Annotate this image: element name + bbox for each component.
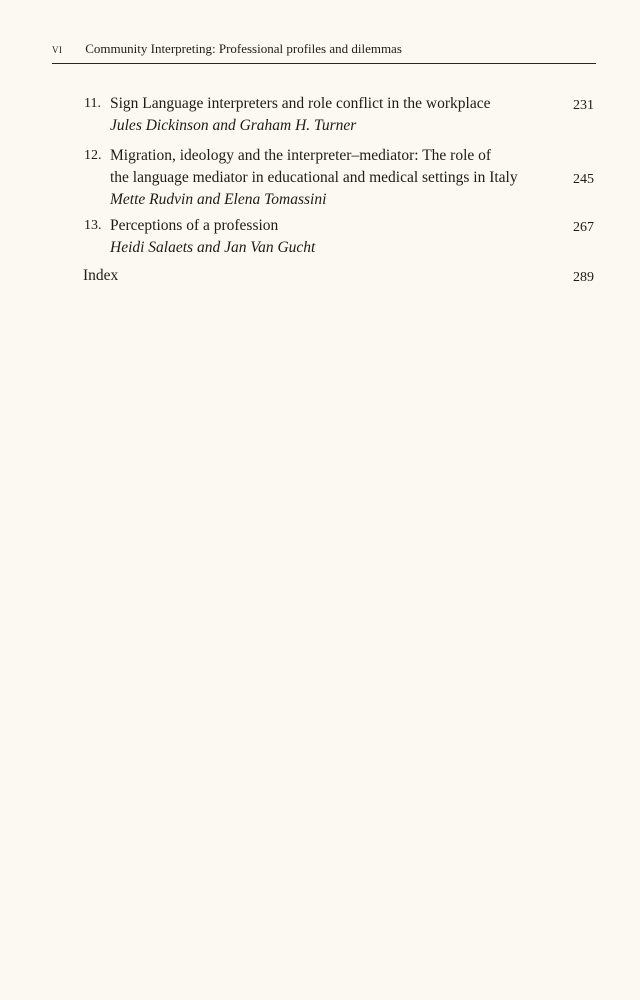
chapter-number: 12.: [84, 148, 102, 163]
chapter-page-number: 267: [573, 220, 594, 235]
page-folio: vi: [52, 41, 63, 56]
chapter-authors: Mette Rudvin and Elena Tomassini: [110, 191, 327, 208]
chapter-number: 13.: [84, 218, 102, 233]
chapter-text: [110, 215, 550, 259]
index-page-number: 289: [573, 270, 594, 285]
chapter-authors: Heidi Salaets and Jan Van Gucht: [110, 239, 316, 256]
chapter-number: 11.: [84, 96, 101, 111]
chapter-title-line: Sign Language interpreters and role conflict in the workplace: [110, 95, 491, 112]
running-title: Community Interpreting: Professional profiles and dilemmas: [85, 41, 402, 56]
chapter-title-line: Migration, ideology and the interpreter–mediator: The role of: [110, 147, 492, 164]
chapter-authors: Jules Dickinson and Graham H. Turner: [110, 117, 357, 134]
header-rule: [52, 63, 596, 64]
chapter-title-line: Perceptions of a profession: [110, 217, 279, 234]
chapter-page-number: 245: [573, 172, 594, 187]
chapter-text: [110, 145, 550, 211]
chapter-page-number: 231: [573, 98, 594, 113]
running-header: [52, 40, 596, 58]
index-label: Index: [83, 267, 119, 284]
chapter-text: [110, 93, 550, 137]
chapter-title-line: the language mediator in educational and medical settings in Italy: [110, 169, 518, 186]
